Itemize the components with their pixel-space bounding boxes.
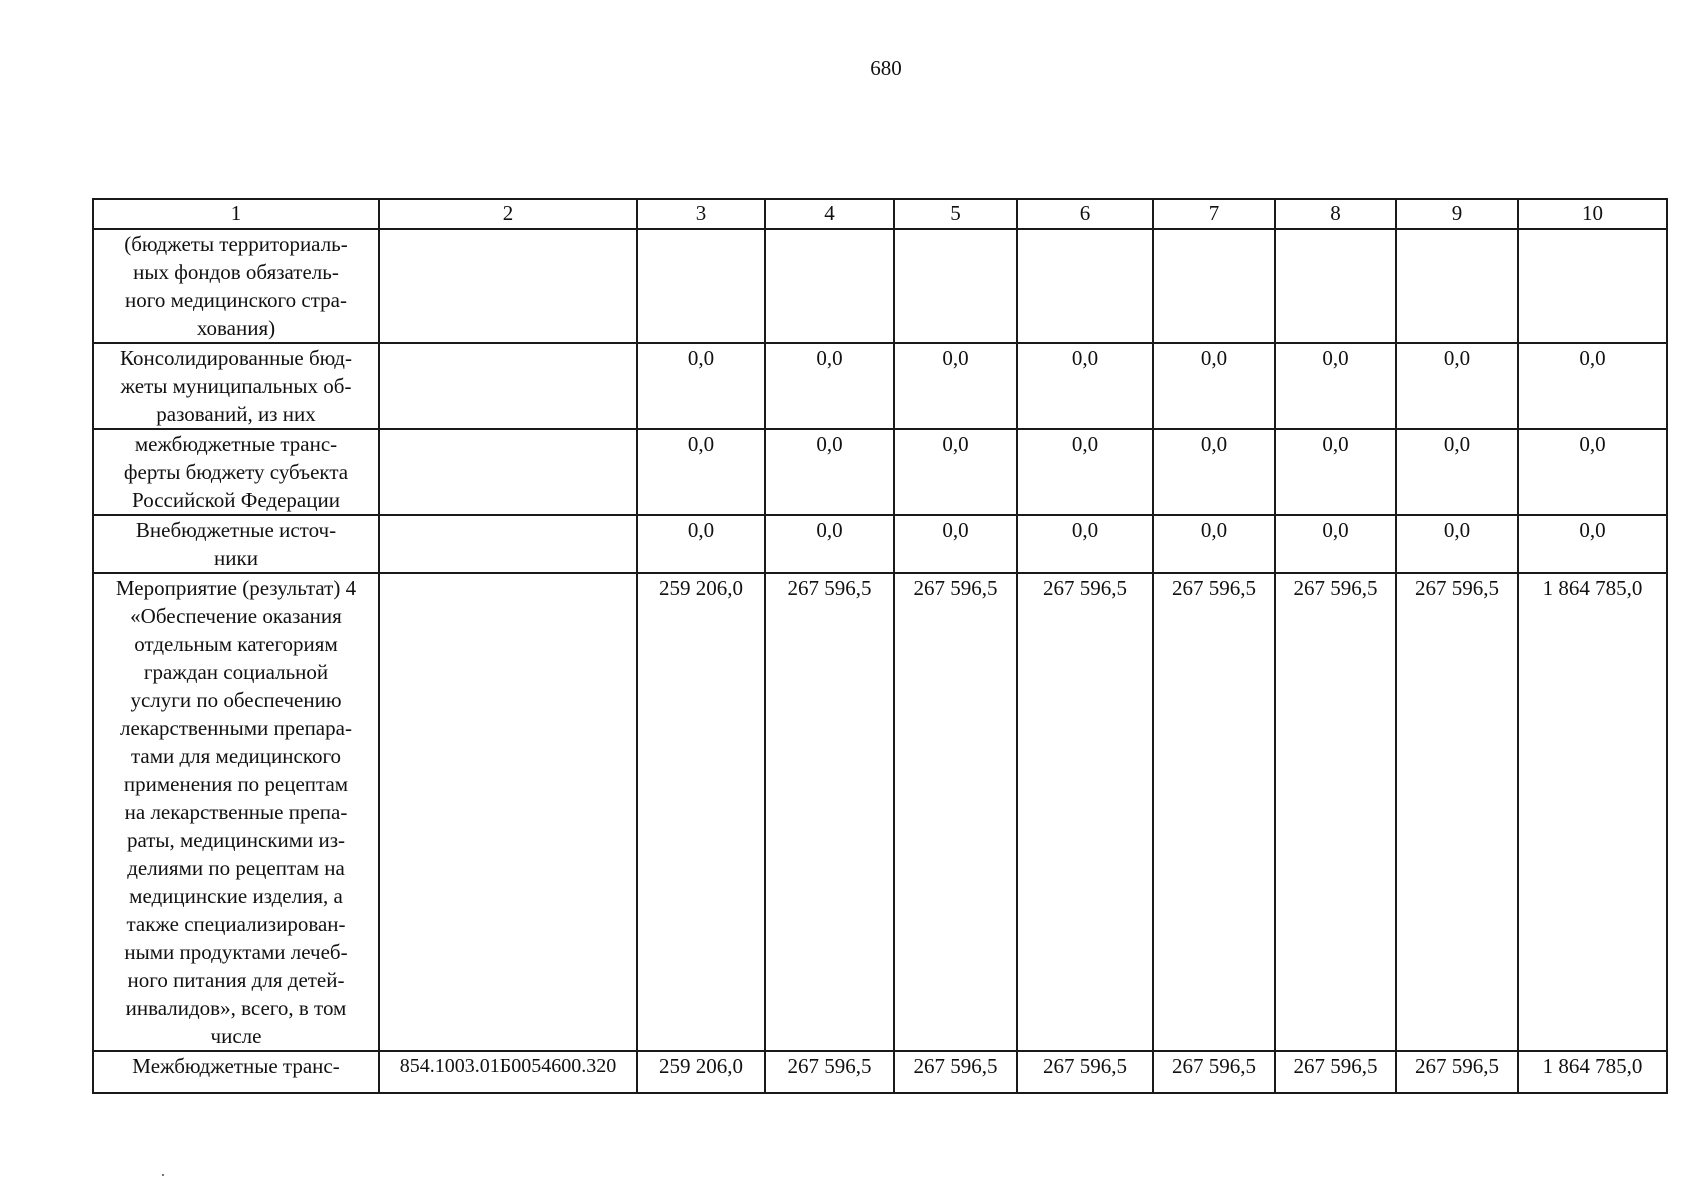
value-cell: 267 596,5 xyxy=(894,573,1017,1051)
value-cell: 0,0 xyxy=(1275,343,1396,429)
value-cell xyxy=(1518,229,1667,343)
value-cell: 267 596,5 xyxy=(894,1051,1017,1093)
value-cell: 1 864 785,0 xyxy=(1518,573,1667,1051)
budget-code-cell xyxy=(379,229,637,343)
value-cell: 0,0 xyxy=(1518,515,1667,573)
row-name-cell: Межбюджетные транс- xyxy=(93,1051,379,1093)
column-header-5: 5 xyxy=(894,199,1017,229)
value-cell: 267 596,5 xyxy=(1017,1051,1153,1093)
value-cell: 0,0 xyxy=(765,343,894,429)
budget-code-cell xyxy=(379,343,637,429)
column-header-1: 1 xyxy=(93,199,379,229)
row-name-cell: Консолидированные бюд- жеты муниципальных об- разований, из них xyxy=(93,343,379,429)
row-name-cell: Мероприятие (результат) 4 «Обеспечение оказания отдельным категориям граждан социальной услуги по обеспечению лекарственными препара- тами для медицинского применения по рецептам на лекарственные препа- раты, медицинскими из- делиями по рецептам на медицинские изделия, а также специализирован- ными продуктами лечеб- ного питания для детей- инвалидов», всего, в том числе xyxy=(93,573,379,1051)
value-cell: 1 864 785,0 xyxy=(1518,1051,1667,1093)
value-cell xyxy=(1396,229,1518,343)
column-header-9: 9 xyxy=(1396,199,1518,229)
row-name-cell: Внебюджетные источ- ники xyxy=(93,515,379,573)
value-cell: 267 596,5 xyxy=(1153,1051,1275,1093)
value-cell: 0,0 xyxy=(1017,343,1153,429)
value-cell: 0,0 xyxy=(1153,343,1275,429)
row-name-cell: межбюджетные транс- ферты бюджету субъекта Российской Федерации xyxy=(93,429,379,515)
value-cell: 0,0 xyxy=(1017,515,1153,573)
column-header-2: 2 xyxy=(379,199,637,229)
column-header-3: 3 xyxy=(637,199,765,229)
value-cell: 0,0 xyxy=(637,343,765,429)
value-cell: 0,0 xyxy=(894,343,1017,429)
value-cell: 267 596,5 xyxy=(765,573,894,1051)
value-cell: 0,0 xyxy=(1017,429,1153,515)
column-header-4: 4 xyxy=(765,199,894,229)
value-cell: 0,0 xyxy=(1275,515,1396,573)
value-cell: 0,0 xyxy=(1396,515,1518,573)
table-row xyxy=(93,229,1667,343)
value-cell: 267 596,5 xyxy=(1017,573,1153,1051)
value-cell: 0,0 xyxy=(765,515,894,573)
table-row xyxy=(93,343,1667,429)
table-row xyxy=(93,429,1667,515)
table-row xyxy=(93,573,1667,1051)
value-cell: 267 596,5 xyxy=(1396,573,1518,1051)
scan-speck xyxy=(162,1174,164,1176)
value-cell: 0,0 xyxy=(765,429,894,515)
column-header-6: 6 xyxy=(1017,199,1153,229)
value-cell: 0,0 xyxy=(1396,429,1518,515)
value-cell xyxy=(765,229,894,343)
value-cell: 0,0 xyxy=(1396,343,1518,429)
value-cell xyxy=(1017,229,1153,343)
value-cell xyxy=(1275,229,1396,343)
budget-code-cell xyxy=(379,573,637,1051)
row-name-cell: (бюджеты территориаль- ных фондов обязатель- ного медицинского стра- хования) xyxy=(93,229,379,343)
value-cell: 259 206,0 xyxy=(637,573,765,1051)
value-cell: 0,0 xyxy=(894,429,1017,515)
value-cell: 0,0 xyxy=(1275,429,1396,515)
value-cell: 0,0 xyxy=(637,429,765,515)
value-cell xyxy=(894,229,1017,343)
table-header-row xyxy=(93,199,1667,229)
budget-code-cell: 854.1003.01Б0054600.320 xyxy=(379,1051,637,1093)
value-cell xyxy=(637,229,765,343)
value-cell: 0,0 xyxy=(1153,429,1275,515)
value-cell: 267 596,5 xyxy=(765,1051,894,1093)
table-row xyxy=(93,1051,1667,1093)
page-number: 680 xyxy=(870,56,902,80)
value-cell: 267 596,5 xyxy=(1396,1051,1518,1093)
budget-code-cell xyxy=(379,429,637,515)
value-cell: 259 206,0 xyxy=(637,1051,765,1093)
column-header-7: 7 xyxy=(1153,199,1275,229)
table-row xyxy=(93,515,1667,573)
column-header-10: 10 xyxy=(1518,199,1667,229)
budget-table xyxy=(92,198,1668,1094)
value-cell: 0,0 xyxy=(894,515,1017,573)
value-cell: 0,0 xyxy=(1153,515,1275,573)
value-cell xyxy=(1153,229,1275,343)
value-cell: 0,0 xyxy=(1518,429,1667,515)
budget-code-cell xyxy=(379,515,637,573)
value-cell: 267 596,5 xyxy=(1153,573,1275,1051)
value-cell: 267 596,5 xyxy=(1275,1051,1396,1093)
value-cell: 267 596,5 xyxy=(1275,573,1396,1051)
column-header-8: 8 xyxy=(1275,199,1396,229)
value-cell: 0,0 xyxy=(1518,343,1667,429)
value-cell: 0,0 xyxy=(637,515,765,573)
